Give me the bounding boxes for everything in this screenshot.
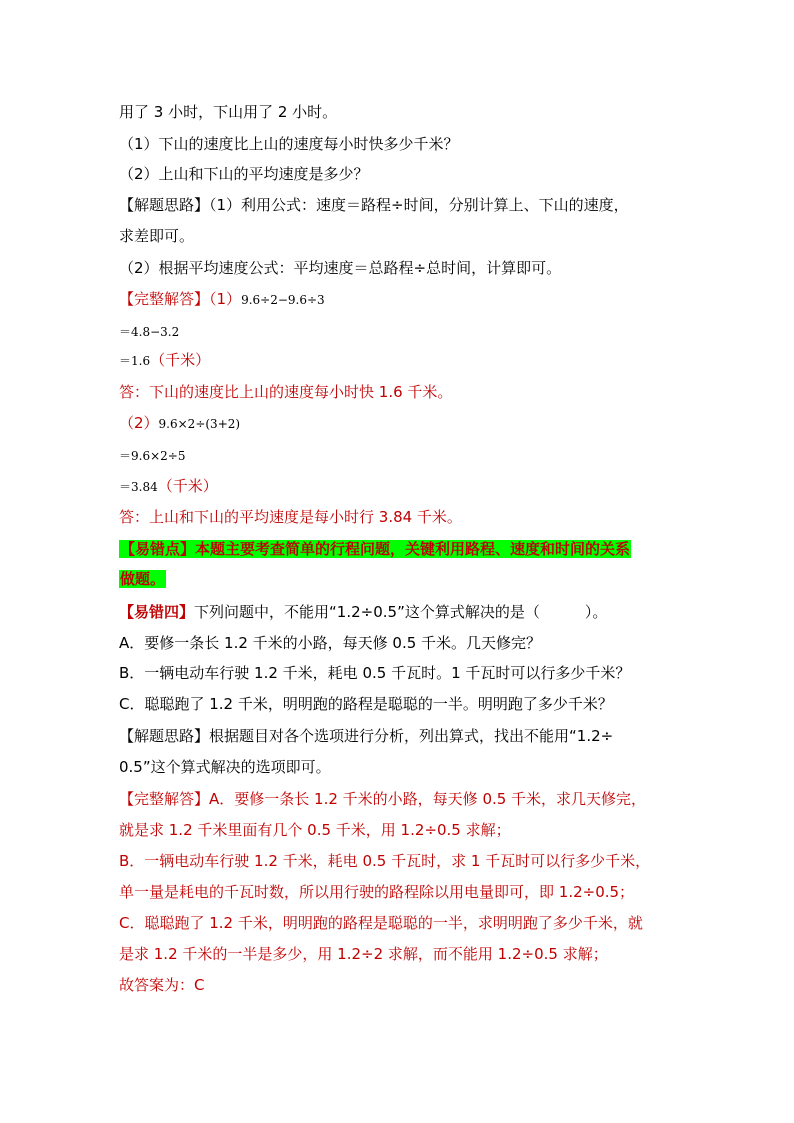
error-point	[119, 538, 631, 560]
answer-statement: 答：上山和下山的平均速度是每小时行 3.84 千米。	[119, 508, 462, 526]
math-expression: 9.6÷2−9.6÷3	[241, 293, 325, 307]
thinking-label: 【解题思路】	[119, 196, 210, 214]
answer-line	[119, 412, 240, 434]
thinking-text: （1）利用公式：速度＝路程÷时间，分别计算上、下山的速度，	[209, 196, 629, 214]
option-b: B．一辆电动车行驶 1.2 千米，耗电 0.5 千瓦时。1 千瓦时可以行多少千米？	[119, 664, 631, 682]
question-stem: 下列问题中，不能用“1.2÷0.5”这个算式解决的是（ ）。	[194, 603, 608, 621]
math-step	[119, 444, 185, 466]
solution-b-line: B．一辆电动车行驶 1.2 千米，耗电 0.5 千瓦时，求 1 千瓦时可以行多少千米，	[119, 852, 651, 870]
error-point-text: 做题。	[120, 570, 166, 588]
answer-line	[119, 288, 325, 310]
thinking-text-cont: 0.5”这个算式解决的选项即可。	[119, 758, 331, 776]
thinking-label: 【解题思路】	[119, 727, 210, 745]
question-1: （1）下山的速度比上山的速度每小时快多少千米？	[119, 135, 459, 153]
problem-line: 用了 3 小时，下山用了 2 小时。	[119, 103, 338, 121]
thinking-text-cont: 求差即可。	[119, 227, 195, 245]
error-point-text: 【易错点】本题主要考查简单的行程问题，关键利用路程、速度和时间的关系	[120, 540, 631, 558]
thinking-text: 根据题目对各个选项进行分析，列出算式，找出不能用“1.2÷	[209, 727, 614, 745]
thinking-line	[119, 194, 629, 216]
math-result	[119, 475, 218, 497]
math-result	[119, 349, 210, 371]
part-number: （1）	[209, 290, 242, 308]
solution-text: A．要修一条长 1.2 千米的小路，每天修 0.5 千米，求几天修完，	[209, 790, 647, 808]
option-a: A．要修一条长 1.2 千米的小路，每天修 0.5 千米。几天修完？	[119, 634, 542, 652]
option-c: C．聪聪跑了 1.2 千米，明明跑的路程是聪聪的一半。明明跑了多少千米？	[119, 695, 613, 713]
unit-label: （千米）	[150, 351, 211, 369]
math-expression: 9.6×2÷(3+2)	[158, 417, 241, 431]
answer-statement: 答：下山的速度比上山的速度每小时快 1.6 千米。	[119, 383, 453, 401]
math-step	[119, 320, 179, 342]
solution-c-cont: 是求 1.2 千米的一半是多少，用 1.2÷2 求解，而不能用 1.2÷0.5 求解；	[119, 945, 608, 963]
solution-c-line: C．聪聪跑了 1.2 千米，明明跑的路程是聪聪的一半，求明明跑了多少千米，就	[119, 914, 643, 932]
math-expression: ＝9.6×2÷5	[119, 449, 186, 463]
answer-label: 【完整解答】	[119, 790, 210, 808]
math-expression: ＝1.6	[119, 354, 151, 368]
math-expression: ＝4.8−3.2	[119, 325, 180, 339]
solution-b-cont: 单一量是耗电的千瓦时数，所以用行驶的路程除以用电量即可，即 1.2÷0.5；	[119, 883, 635, 901]
thinking-line	[119, 725, 613, 747]
solution-a-cont: 就是求 1.2 千米里面有几个 0.5 千米，用 1.2÷0.5 求解；	[119, 821, 511, 839]
final-answer: 故答案为：C	[119, 976, 205, 994]
question-2: （2）上山和下山的平均速度是多少？	[119, 165, 369, 183]
question-stem-line	[119, 601, 607, 623]
answer-label: 【完整解答】	[119, 290, 210, 308]
unit-label: （千米）	[157, 477, 218, 495]
part-number: （2）	[119, 414, 159, 432]
thinking-text-2: （2）根据平均速度公式：平均速度＝总路程÷总时间，计算即可。	[119, 259, 562, 277]
error-point-cont	[119, 568, 166, 590]
math-expression: ＝3.84	[119, 480, 158, 494]
question-label: 【易错四】	[119, 603, 195, 621]
solution-a-line	[119, 788, 646, 810]
